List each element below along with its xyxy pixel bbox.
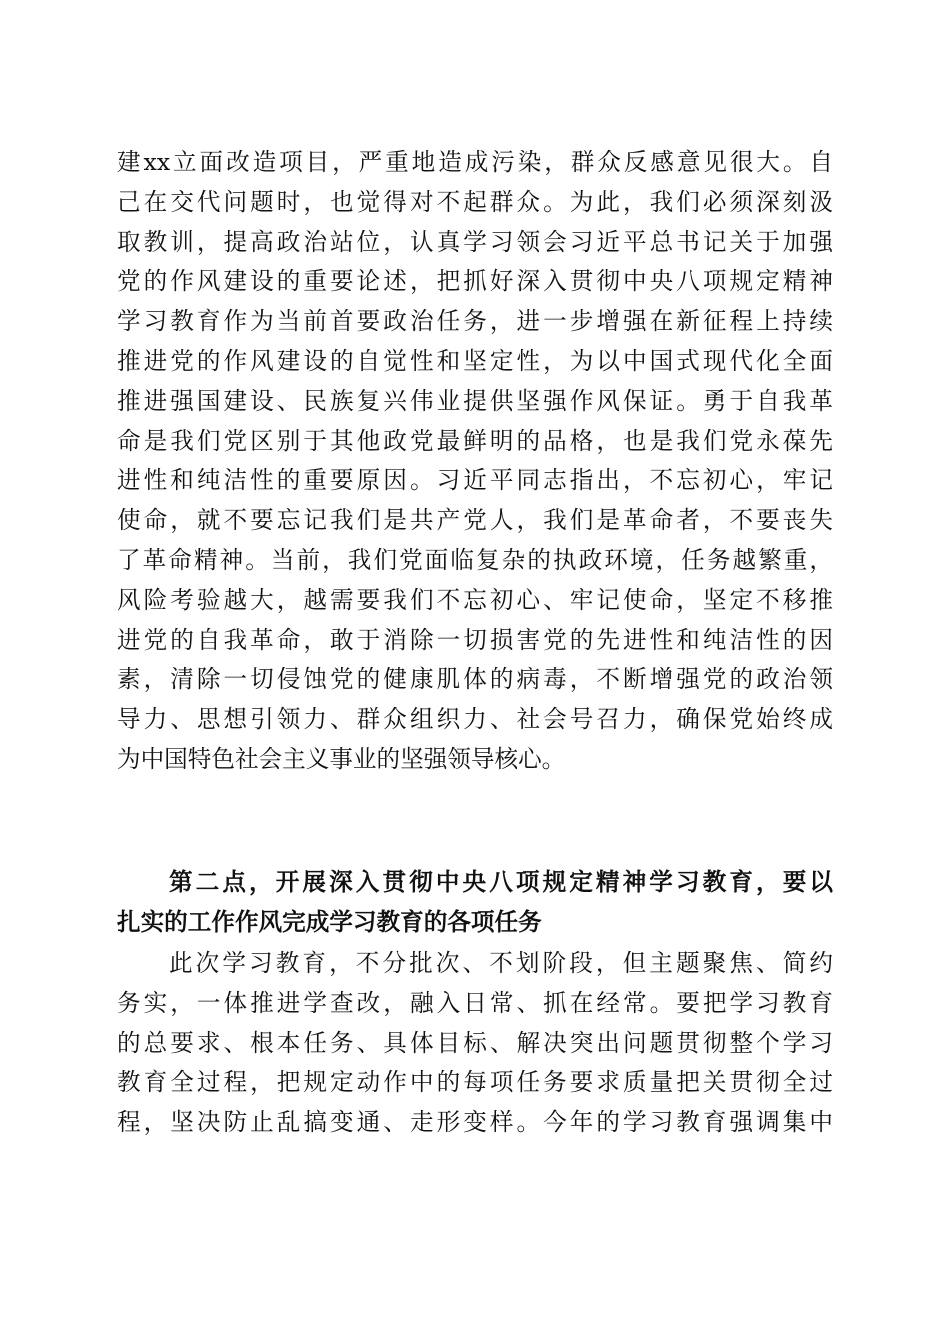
text-line: 教育全过程，把规定动作中的每项任务要求质量把关贯彻全过: [117, 1068, 833, 1097]
text-line: 素，清除一切侵蚀党的健康肌体的病毒，不断增强党的政治领: [117, 665, 833, 694]
text-line: 此次学习教育，不分批次、不划阶段，但主题聚焦、简约: [169, 949, 833, 977]
body-paragraph-2: [117, 944, 833, 1143]
text-line: 建xx立面改造项目，严重地造成污染，群众反感意见很大。自: [117, 148, 833, 176]
text-line: 为中国特色社会主义事业的坚强领导核心。: [117, 744, 566, 773]
text-line: 学习教育作为当前首要政治任务，进一步增强在新征程上持续: [117, 307, 833, 336]
heading-line: 扎实的工作作风完成学习教育的各项任务: [117, 907, 542, 936]
text-line: 取教训，提高政治站位，认真学习领会习近平总书记关于加强: [117, 227, 833, 256]
text-line: 进党的自我革命，敢于消除一切损害党的先进性和纯洁性的因: [117, 625, 833, 654]
text-line: 风险考验越大，越需要我们不忘初心、牢记使命，坚定不移推: [117, 585, 833, 614]
heading-line: 第二点，开展深入贯彻中央八项规定精神学习教育，要以: [169, 868, 833, 896]
text-line: 务实，一体推进学查改，融入日常、抓在经常。要把学习教育: [117, 988, 833, 1017]
body-paragraph-1: [117, 143, 833, 780]
text-line: 推进党的作风建设的自觉性和坚定性，为以中国式现代化全面: [117, 346, 833, 375]
section-heading: [117, 863, 833, 943]
text-line: 使命，就不要忘记我们是共产党人，我们是革命者，不要丧失: [117, 506, 833, 535]
text-line: 党的作风建设的重要论述，把抓好深入贯彻中央八项规定精神: [117, 267, 833, 296]
text-line: 程，坚决防止乱搞变通、走形变样。今年的学习教育强调集中: [117, 1108, 833, 1137]
text-line: 推进强国建设、民族复兴伟业提供坚强作风保证。勇于自我革: [117, 386, 833, 415]
text-line: 导力、思想引领力、群众组织力、社会号召力，确保党始终成: [117, 705, 833, 734]
text-line: 的总要求、根本任务、具体目标、解决突出问题贯彻整个学习: [117, 1028, 833, 1057]
text-line: 己在交代问题时，也觉得对不起群众。为此，我们必须深刻汲: [117, 187, 833, 216]
text-line: 进性和纯洁性的重要原因。习近平同志指出，不忘初心，牢记: [117, 466, 833, 495]
text-line: 命是我们党区别于其他政党最鲜明的品格，也是我们党永葆先: [117, 426, 833, 455]
text-line: 了革命精神。当前，我们党面临复杂的执政环境，任务越繁重，: [117, 545, 833, 574]
